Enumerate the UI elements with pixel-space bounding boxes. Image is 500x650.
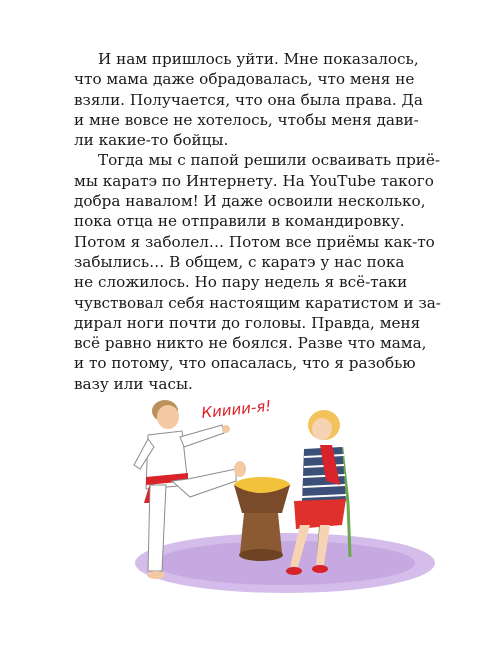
karate-illustration [110, 385, 440, 605]
story-text [74, 49, 460, 394]
paragraph-2: Тогда мы с папой решили осваивать приё- мы каратэ по Интернету. На YouTube такого добра навалом! И даже освоили несколько, пока отца не отправили в командировку. Потом я заболел… Потом все приёмы как-то забылись… В общем, с каратэ у нас пока не сложилось. Но пару недель я всё-таки чувствовал себя настоящим каратистом и за- дирал ноги почти до головы. Правда, меня всё равно никто не боялся. Разве что мама, и то потому, что опасалась, что я разобью вазу или часы. [74, 151, 441, 393]
paragraph-1: И нам пришлось уйти. Мне показалось, что мама даже обрадовалась, что меня не взяли. Получается, что она была права. Да и мне вовсе не хотелось, чтобы меня дави- ли какие-то бойцы. [74, 50, 423, 150]
shout-text: Кииии-я! [200, 396, 273, 422]
